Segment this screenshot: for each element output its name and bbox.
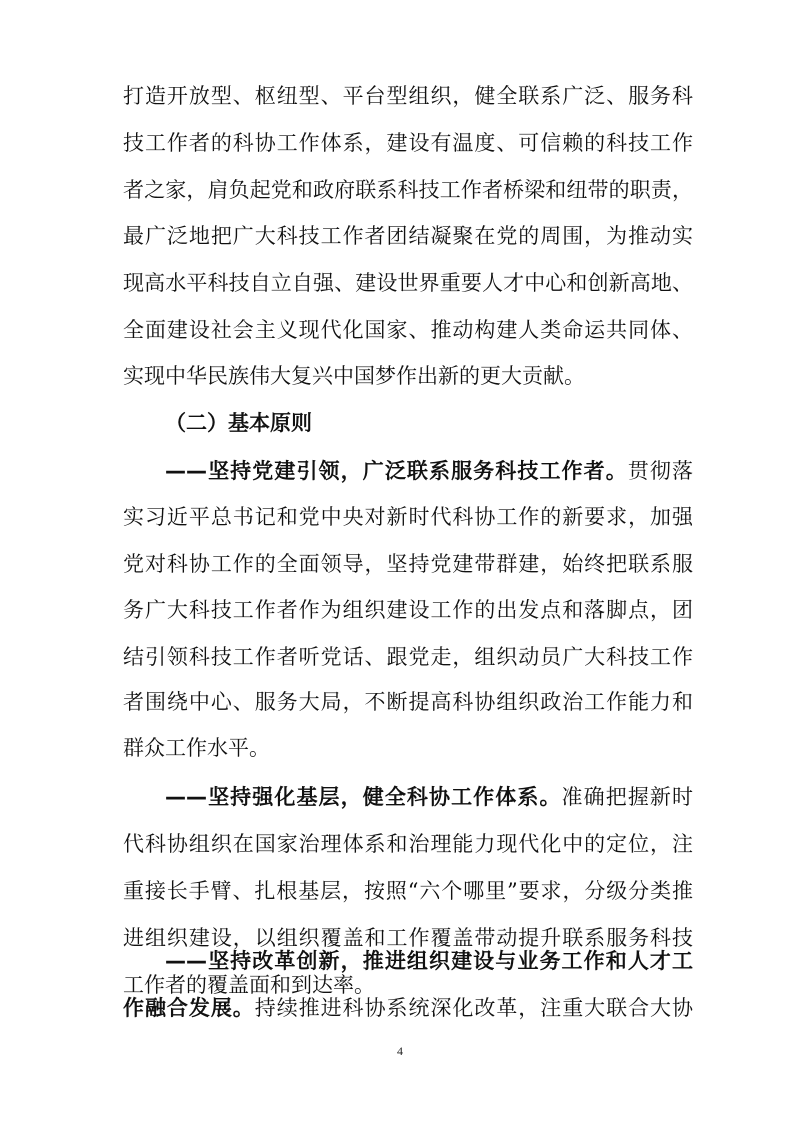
body-line: [123, 170, 693, 210]
principle-heading-line: [165, 451, 693, 491]
body-text: 准确把握新时: [561, 785, 693, 809]
body-line: [123, 637, 693, 677]
body-text: 打造开放型、枢纽型、平台型组织，健全联系广泛、服务科: [123, 84, 693, 108]
body-line: [123, 497, 693, 537]
section-heading-text: （二）基本原则: [165, 411, 312, 435]
page-number: 4: [397, 1044, 403, 1058]
body-text: 实现中华民族伟大复兴中国梦作出新的更大贡献。: [123, 364, 585, 388]
body-line: [123, 216, 693, 256]
body-text: 党对科协工作的全面领导，坚持党建带群建，始终把联系服: [123, 552, 693, 576]
body-line: [123, 728, 693, 768]
body-line: [123, 76, 693, 116]
body-text: 群众工作水平。: [123, 736, 270, 760]
body-line: [123, 544, 693, 584]
body-line: [123, 871, 693, 911]
body-text: 全面建设社会主义现代化国家、推动构建人类命运共同体、: [123, 318, 693, 342]
principle-heading-line: [123, 988, 693, 1028]
body-line: [123, 682, 693, 722]
body-text: 现高水平科技自立自强、建设世界重要人才中心和创新高地、: [123, 271, 693, 295]
principle-title: ——坚持强化基层，健全科协工作体系。: [165, 785, 562, 809]
body-text: 持续推进科协系统深化改革，注重大联合大协: [254, 996, 693, 1020]
principle-heading-line: [165, 941, 693, 981]
body-text: 进组织建设，以组织覆盖和工作覆盖带动提升联系服务科技: [123, 926, 693, 950]
body-line: [123, 123, 693, 163]
principle-heading-line: [165, 777, 693, 817]
body-line: [123, 263, 693, 303]
body-text: 者之家，肩负起党和政府联系科技工作者桥梁和纽带的职责，: [123, 178, 693, 202]
body-text: 务广大科技工作者作为组织建设工作的出发点和落脚点，团: [123, 598, 693, 622]
section-heading: [165, 403, 693, 443]
body-text: 工作者的覆盖面和到达率。: [123, 973, 375, 997]
body-text: 最广泛地把广大科技工作者团结凝聚在党的周围，为推动实: [123, 224, 693, 248]
principle-title: ——坚持党建引领，广泛联系服务科技工作者。: [165, 459, 628, 483]
principle-title: ——坚持改革创新，推进组织建设与业务工作和人才工: [165, 949, 693, 973]
principle-title: 作融合发展。: [123, 996, 255, 1020]
body-text: 结引领科技工作者听党话、跟党走，组织动员广大科技工作: [123, 645, 693, 669]
body-text: 实习近平总书记和党中央对新时代科协工作的新要求，加强: [123, 505, 693, 529]
body-text: 者围绕中心、服务大局，不断提高科协组织政治工作能力和: [123, 690, 693, 714]
body-line: [123, 356, 693, 396]
body-line: [123, 590, 693, 630]
body-text: 代科协组织在国家治理体系和治理能力现代化中的定位，注: [123, 832, 693, 856]
body-text: 贯彻落: [627, 459, 693, 483]
body-line: [123, 310, 693, 350]
body-text: 重接长手臂、扎根基层，按照“六个哪里”要求，分级分类推: [123, 879, 693, 903]
body-line: [123, 824, 693, 864]
body-text: 技工作者的科协工作体系，建设有温度、可信赖的科技工作: [123, 131, 693, 155]
